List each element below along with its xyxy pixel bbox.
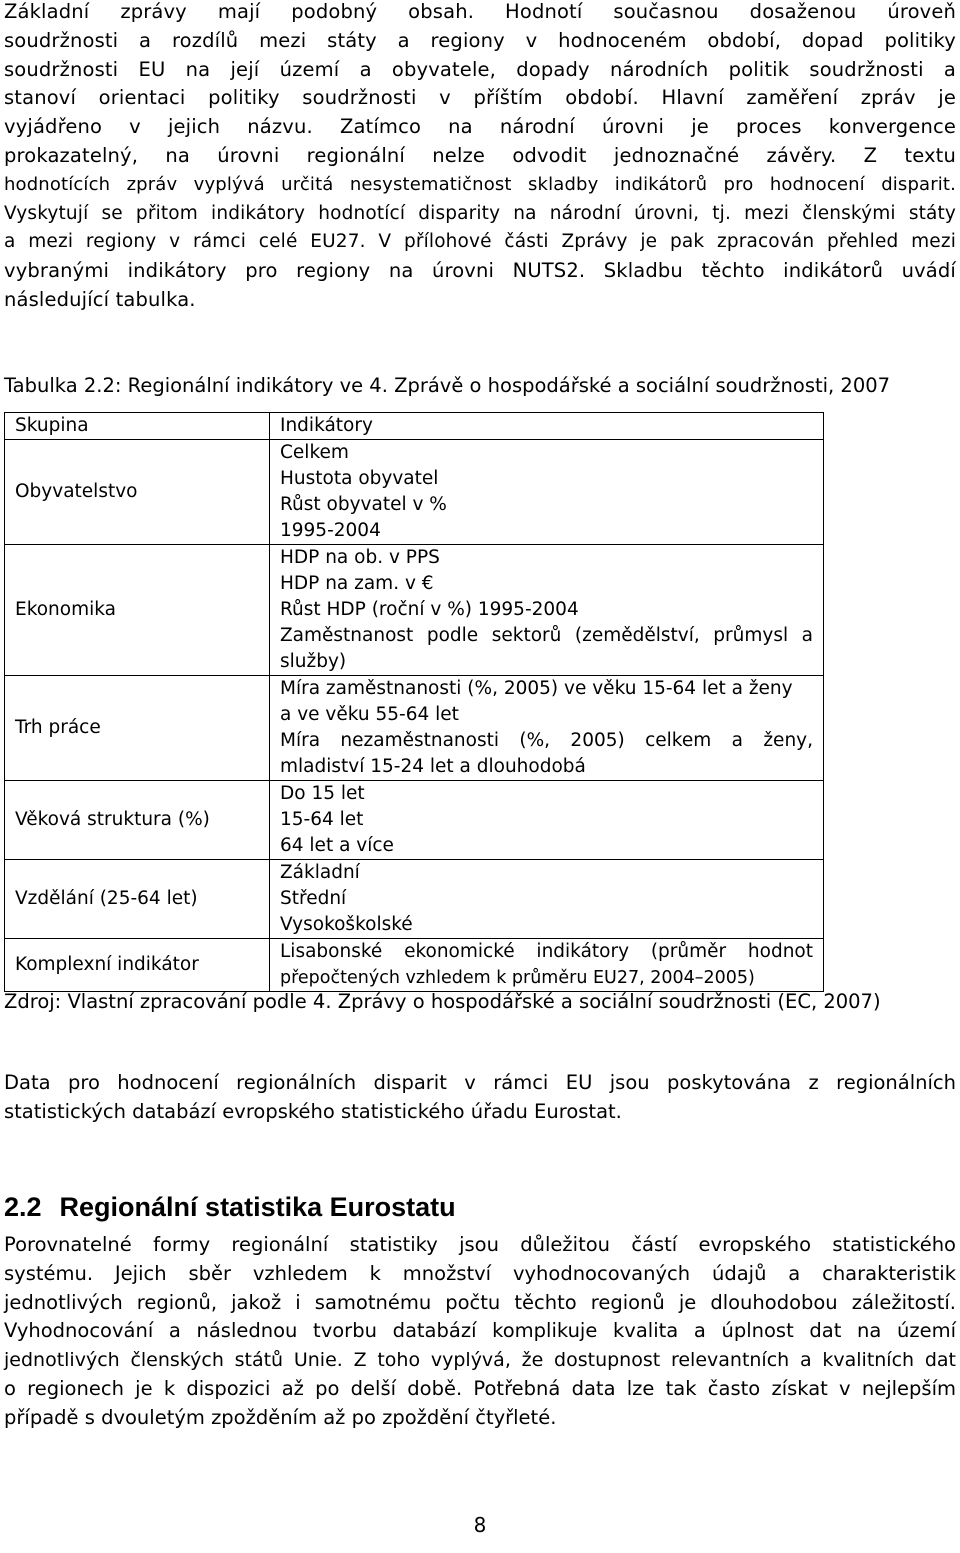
- indicator-item: Lisabonské ekonomické indikátory (průměr hodnot: [280, 941, 813, 962]
- table-row: [5, 440, 824, 545]
- section-line: jednotlivých členských států Unie. Z toho vyplývá, že dostupnost relevantních a kvalitních dat: [4, 1349, 956, 1372]
- section-paragraph: [4, 1231, 956, 1433]
- section-line: Vyhodnocování a následnou tvorbu databází komplikuje kvalita a úplnost dat na území: [4, 1319, 956, 1343]
- indicator-item: mladiství 15-24 let a dlouhodobá: [280, 756, 586, 777]
- indicator-item: Střední: [280, 888, 347, 909]
- indicator-item: Růst HDP (roční v %) 1995-2004: [280, 599, 579, 620]
- indicator-item: 15-64 let: [280, 809, 364, 830]
- intro-line: hodnotících zpráv vyplývá určitá nesystematičnost skladby indikátorů pro hodnocení disparit.: [4, 173, 956, 195]
- data-paragraph: [4, 1069, 956, 1127]
- data-line: Data pro hodnocení regionálních disparit v rámci EU jsou poskytována z regionálních: [4, 1071, 956, 1094]
- group-cell: Věková struktura (%): [5, 781, 270, 860]
- section-line: jednotlivých regionů, jakož i samotnému počtu těchto regionů je dlouhodobou záležitostí.: [4, 1290, 956, 1314]
- section-title: Regionální statistika Eurostatu: [59, 1192, 456, 1222]
- indicator-item: přepočtených vzhledem k průměru EU27, 2004–2005): [280, 968, 755, 988]
- intro-line: následující tabulka.: [4, 287, 196, 311]
- table-row: [5, 860, 824, 939]
- intro-line: a mezi regiony v rámci celé EU27. V přílohové části Zprávy je pak zpracován přehled mezi: [4, 231, 956, 253]
- group-cell: Trh práce: [5, 676, 270, 781]
- indicators-cell: [270, 545, 824, 676]
- group-cell: Vzdělání (25-64 let): [5, 860, 270, 939]
- indicator-item: Míra nezaměstnanosti (%, 2005) celkem a ženy,: [280, 730, 813, 751]
- indicators-cell: [270, 939, 824, 992]
- indicators-table: [4, 412, 824, 992]
- table-source: Zdroj: Vlastní zpracování podle 4. Zprávy o hospodářské a sociální soudržnosti (EC, 2007): [4, 990, 881, 1013]
- table-row: [5, 545, 824, 676]
- indicator-item: 64 let a více: [280, 835, 394, 856]
- section-line: případě s dvouletým zpožděním až po zpoždění čtyřleté.: [4, 1405, 557, 1429]
- section-line: Porovnatelné formy regionální statistiky jsou důležitou částí evropského statistického: [4, 1233, 956, 1256]
- section-line: o regionech je k dispozici až po delší době. Potřebná data lze tak často získat v nejlepším: [4, 1376, 956, 1400]
- intro-line: soudržnosti EU na její území a obyvatele, dopady národních politik soudržnosti a: [4, 57, 956, 81]
- section-number: 2.2: [4, 1192, 42, 1222]
- indicator-item: Do 15 let: [280, 783, 365, 804]
- indicator-item: HDP na ob. v PPS: [280, 547, 440, 568]
- indicator-item: Míra zaměstnanosti (%, 2005) ve věku 15-64 let a ženy: [280, 678, 793, 699]
- header-indicators: Indikátory: [270, 413, 824, 440]
- indicators-cell: [270, 676, 824, 781]
- indicator-item: služby): [280, 651, 347, 672]
- table-row: [5, 781, 824, 860]
- intro-line: soudržnosti a rozdílů mezi státy a regiony v hodnoceném období, dopad politiky: [4, 28, 956, 52]
- table-header-row: [5, 413, 824, 440]
- group-cell: Ekonomika: [5, 545, 270, 676]
- section-line: systému. Jejich sběr vzhledem k množství vyhodnocovaných údajů a charakteristik: [4, 1261, 956, 1285]
- indicator-item: Zaměstnanost podle sektorů (zemědělství, průmysl a: [280, 625, 813, 646]
- header-group: Skupina: [5, 413, 270, 440]
- indicator-item: a ve věku 55-64 let: [280, 704, 459, 725]
- intro-line: Vyskytují se přitom indikátory hodnotící disparity na národní úrovni, tj. mezi členskými státy: [4, 202, 956, 224]
- indicators-cell: [270, 781, 824, 860]
- indicator-item: Růst obyvatel v %: [280, 494, 447, 515]
- indicator-item: Celkem: [280, 442, 349, 463]
- group-cell: Obyvatelstvo: [5, 440, 270, 545]
- intro-line: prokazatelný, na úrovni regionální nelze odvodit jednoznačné závěry. Z textu: [4, 143, 956, 167]
- intro-paragraph: [4, 0, 956, 315]
- intro-line: stanoví orientaci politiky soudržnosti v příštím období. Hlavní zaměření zpráv je: [4, 86, 956, 110]
- indicators-cell: [270, 440, 824, 545]
- intro-line: Základní zprávy mají podobný obsah. Hodnotí současnou dosaženou úroveň: [4, 0, 956, 23]
- page-number: 8: [473, 1513, 487, 1537]
- table-row: [5, 676, 824, 781]
- data-line: statistických databází evropského statistického úřadu Eurostat.: [4, 1099, 622, 1123]
- indicator-item: Vysokoškolské: [280, 914, 413, 935]
- indicators-cell: [270, 860, 824, 939]
- indicator-item: HDP na zam. v €: [280, 573, 434, 594]
- group-cell: Komplexní indikátor: [5, 939, 270, 992]
- section-heading: [4, 1190, 456, 1224]
- indicator-item: 1995-2004: [280, 520, 381, 541]
- indicator-item: Hustota obyvatel: [280, 468, 439, 489]
- indicator-item: Základní: [280, 862, 360, 883]
- intro-line: vyjádřeno v jejich názvu. Zatímco na národní úrovni je proces konvergence: [4, 115, 956, 139]
- intro-line: vybranými indikátory pro regiony na úrovni NUTS2. Skladbu těchto indikátorů uvádí: [4, 259, 956, 283]
- table-row: [5, 939, 824, 992]
- table-caption: Tabulka 2.2: Regionální indikátory ve 4. Zprávě o hospodářské a sociální soudržnosti, 2007: [4, 374, 891, 397]
